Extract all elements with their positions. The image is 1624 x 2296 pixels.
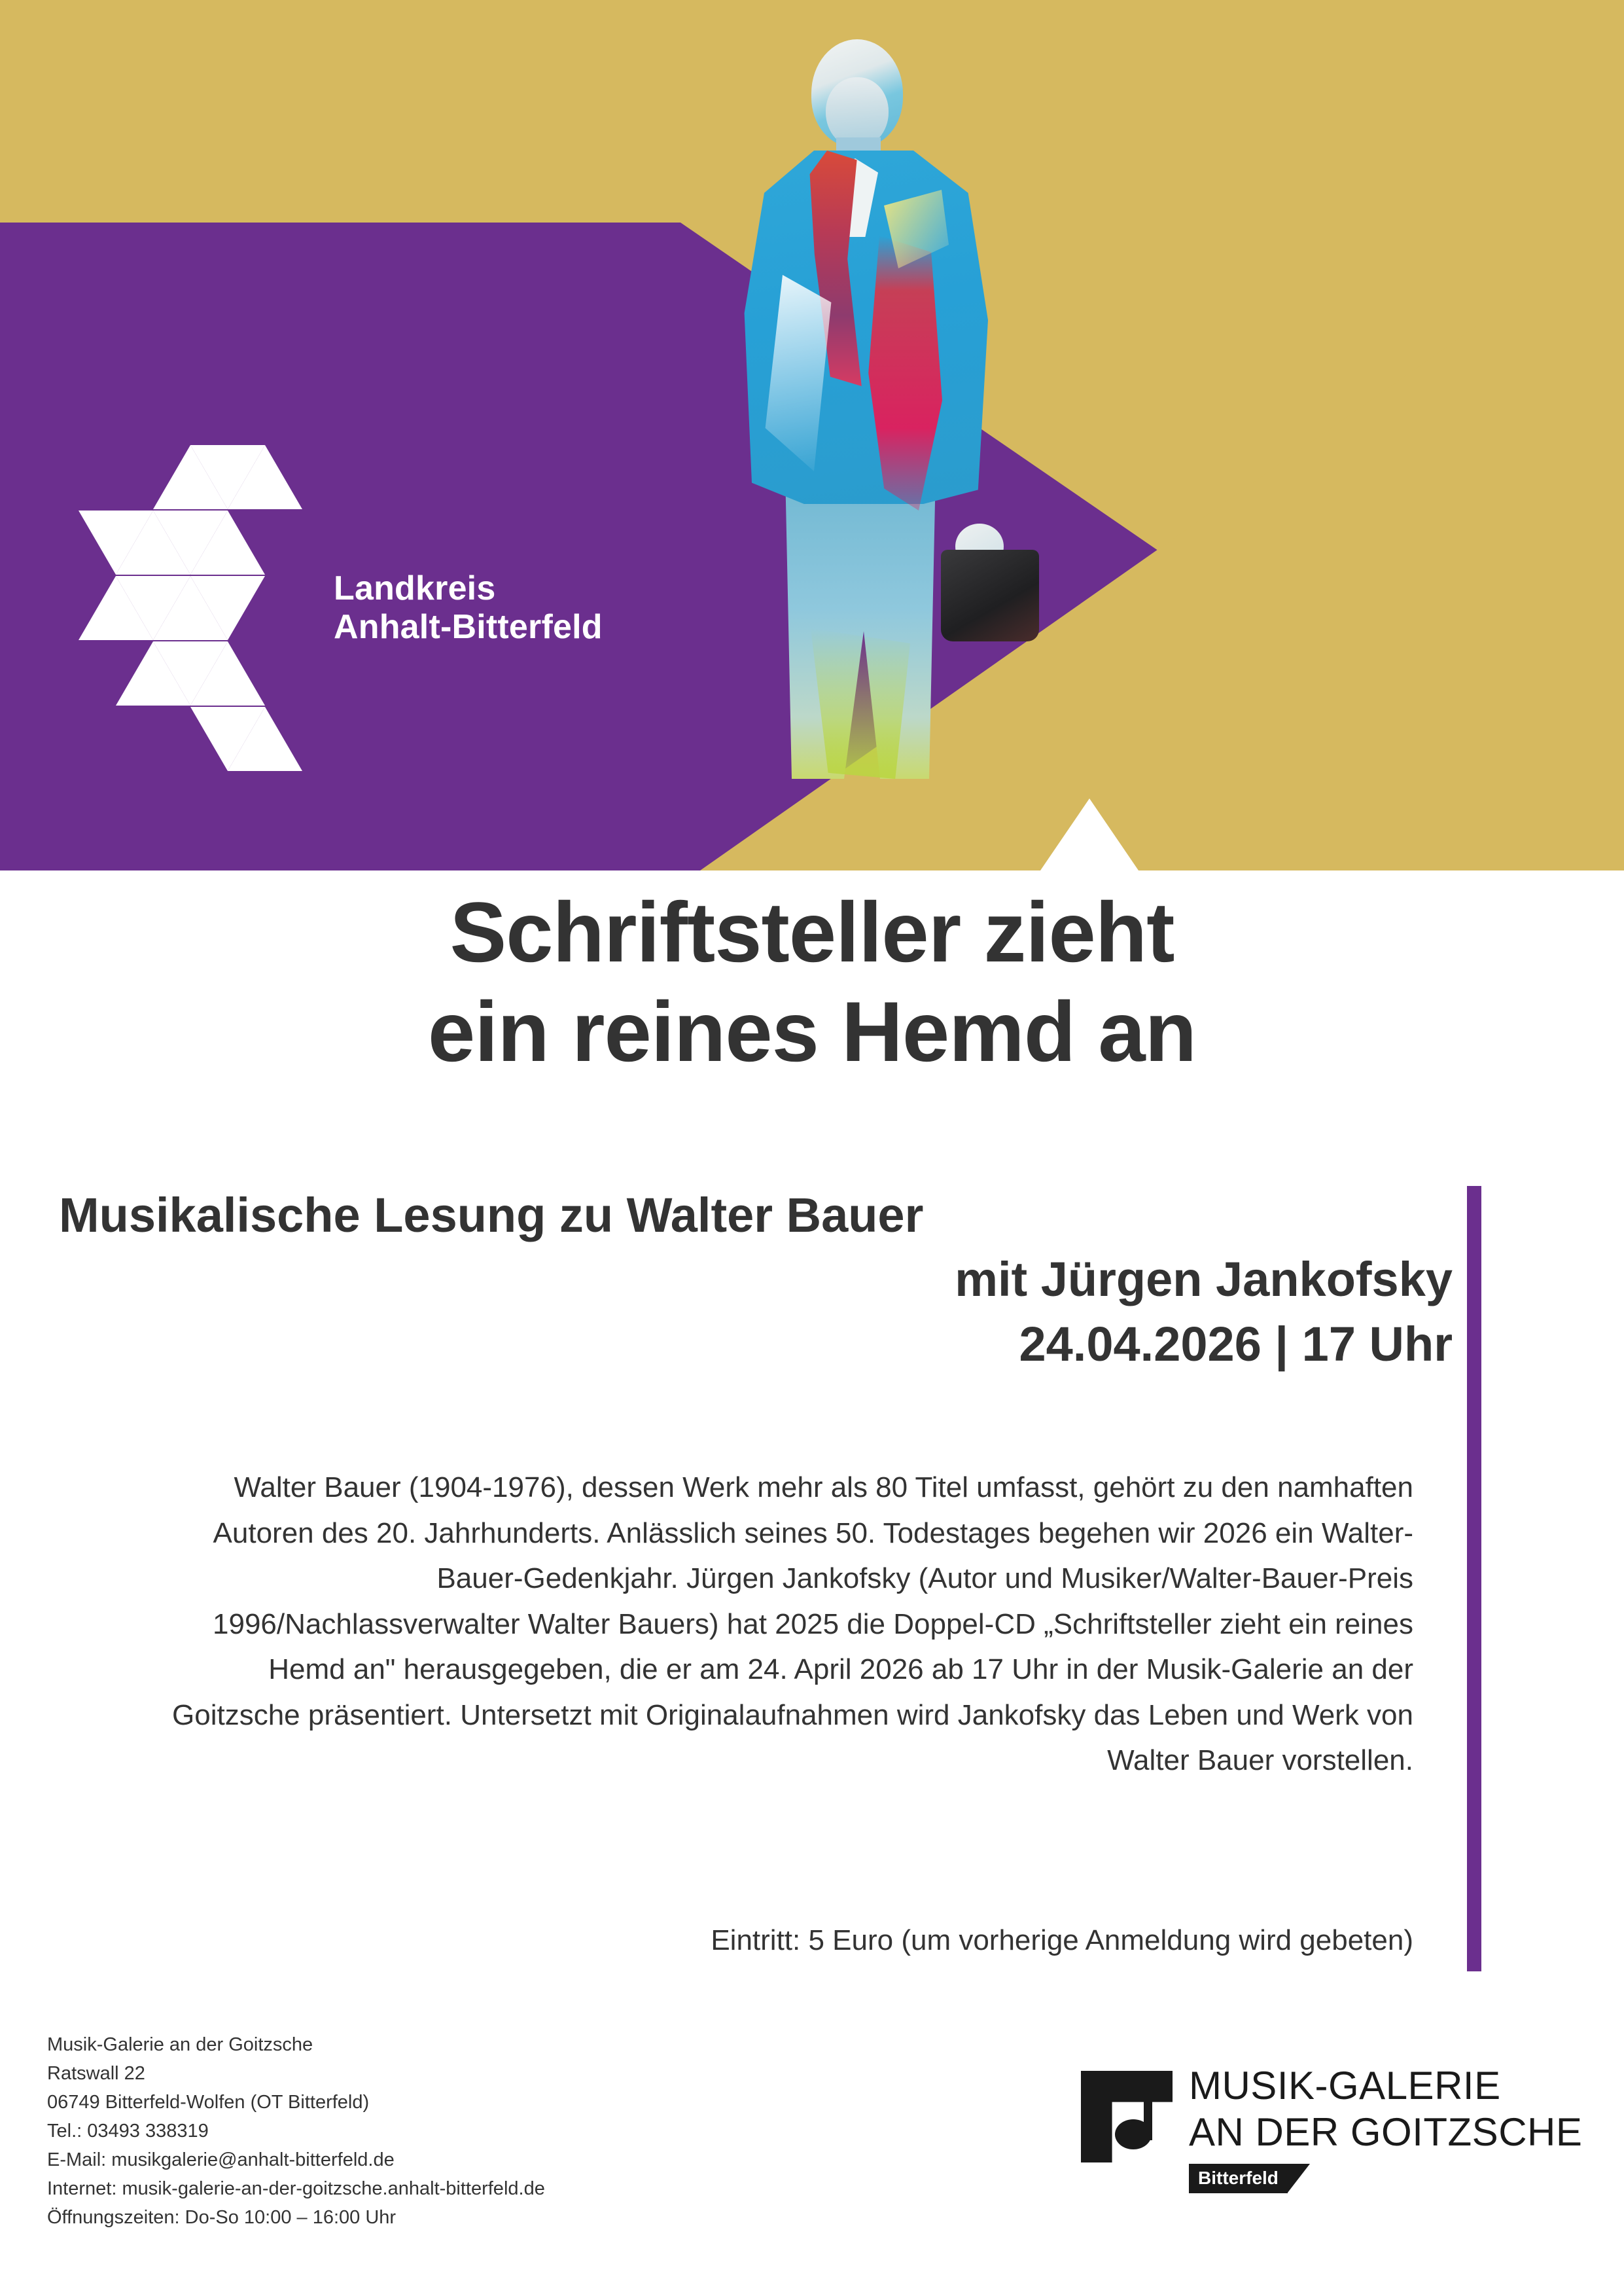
- purple-accent-rule: [1467, 1186, 1481, 1971]
- poster-subtitle-line2: mit Jürgen Jankofsky: [955, 1252, 1453, 1307]
- figure-bag: [941, 550, 1039, 641]
- music-note-icon: [1081, 2071, 1173, 2162]
- poster-title-line1: Schriftsteller zieht: [450, 884, 1174, 980]
- musik-galerie-name-line1: MUSIK-GALERIE: [1189, 2064, 1501, 2108]
- poster-title-line2: ein reines Hemd an: [427, 984, 1197, 1080]
- footer-email[interactable]: E-Mail: musikgalerie@anhalt-bitterfeld.de: [47, 2149, 395, 2171]
- footer-city: 06749 Bitterfeld-Wolfen (OT Bitterfeld): [47, 2092, 370, 2113]
- logo-triangle-icon: [153, 641, 228, 706]
- landkreis-logo-text: [334, 569, 603, 647]
- logo-frame-shape: [1081, 2071, 1173, 2162]
- logo-triangle-icon: [190, 576, 265, 640]
- poster-title: [0, 882, 1624, 1081]
- footer-internet[interactable]: Internet: musik-galerie-an-der-goitzsche.anhalt-bitterfeld.de: [47, 2178, 545, 2200]
- painted-man-illustration: [680, 39, 1047, 812]
- footer-hours: Öffnungszeiten: Do-So 10:00 – 16:00 Uhr: [47, 2207, 397, 2229]
- footer-contact-block: [47, 2030, 545, 2233]
- logo-triangle-icon: [116, 576, 190, 640]
- logo-triangle-icon: [79, 511, 153, 575]
- footer-street: Ratswall 22: [47, 2063, 145, 2085]
- poster-event-datetime: 24.04.2026 | 17 Uhr: [1019, 1316, 1453, 1371]
- logo-triangle-icon: [190, 445, 265, 509]
- musik-galerie-name-line2: AN DER GOITZSCHE: [1189, 2109, 1583, 2154]
- badge-tail-shape: [1288, 2164, 1310, 2193]
- poster-body-text: Walter Bauer (1904-1976), dessen Werk mehr als 80 Titel umfasst, gehört zu den namhaften Autoren des 20. Jahrhunderts. Anlässlich seines 50. Todestages begehen wir 2026 ein Walter-Bauer-Gedenkjahr. Jürgen Jankofsky (Autor und Musiker/Walter-Bauer-Preis 1996/Nachlassverwalter Walter Bauers) hat 2025 die Doppel-CD „Schriftsteller zieht ein reines Hemd an" herausgegeben, die er am 24. April 2026 ab 17 Uhr in der Musik-Galerie an der Goitzsche präsentiert. Untersetzt mit Originalaufnahmen wird Jankofsky das Leben und Werk von Walter Bauer vorstellen.: [172, 1471, 1413, 1777]
- poster-price-note: Eintritt: 5 Euro (um vorherige Anmeldung wird gebeten): [711, 1924, 1413, 1956]
- note-stem-shape: [1144, 2097, 1152, 2140]
- musik-galerie-city-label: Bitterfeld: [1189, 2164, 1288, 2193]
- hero-banner: [0, 0, 1624, 870]
- landkreis-logo-line1: Landkreis: [334, 569, 496, 607]
- logo-triangle-icon: [190, 707, 265, 771]
- poster-subtitle: [59, 1183, 1453, 1376]
- musik-galerie-logo: [1081, 2055, 1585, 2206]
- poster-subtitle-line1: Musikalische Lesung zu Walter Bauer: [59, 1188, 924, 1242]
- footer-venue: Musik-Galerie an der Goitzsche: [47, 2034, 313, 2055]
- landkreis-logo: [79, 445, 615, 772]
- landkreis-logo-line2: Anhalt-Bitterfeld: [334, 608, 603, 647]
- logo-triangle-icon: [153, 511, 228, 575]
- footer-phone: Tel.: 03493 338319: [47, 2121, 209, 2142]
- musik-galerie-city-badge: [1189, 2164, 1310, 2193]
- musik-galerie-logo-name: [1189, 2063, 1582, 2156]
